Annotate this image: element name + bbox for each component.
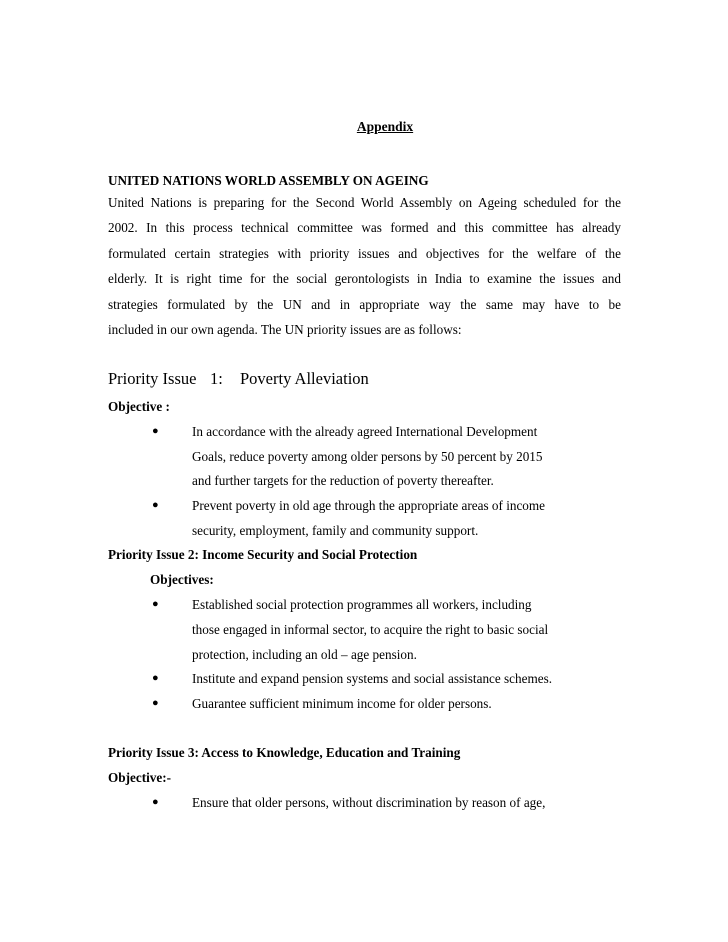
bullet-text: Guarantee sufficient minimum income for older persons. xyxy=(192,696,492,711)
intro-line: formulated certain strategies with priority issues and objectives for the welfare of the xyxy=(108,246,621,261)
bullet-icon: ● xyxy=(152,499,159,511)
bullet-icon: ● xyxy=(152,598,159,610)
section-heading: UNITED NATIONS WORLD ASSEMBLY ON AGEING xyxy=(108,173,429,188)
issue2-heading: Priority Issue 2: Income Security and Social Protection xyxy=(108,547,418,562)
issue1-number: 1: xyxy=(210,369,223,388)
bullet-text: In accordance with the already agreed International Development xyxy=(192,424,538,439)
bullet-text: security, employment, family and community support. xyxy=(192,523,479,538)
bullet-text: Prevent poverty in old age through the appropriate areas of income xyxy=(192,498,546,513)
issue3-heading: Priority Issue 3: Access to Knowledge, Education and Training xyxy=(108,745,461,760)
issue1-label: Priority Issue xyxy=(108,369,197,388)
bullet-text: Ensure that older persons, without discrimination by reason of age, xyxy=(192,795,546,810)
bullet-text: those engaged in informal sector, to acquire the right to basic social xyxy=(192,622,549,637)
bullet-text: Established social protection programmes all workers, including xyxy=(192,597,532,612)
bullet-text: Goals, reduce poverty among older persons by 50 percent by 2015 xyxy=(192,449,543,464)
intro-line: 2002. In this process technical committee was formed and this committee has already xyxy=(108,220,621,235)
intro-line: elderly. It is right time for the social gerontologists in India to examine the issues and xyxy=(108,271,621,286)
intro-line: included in our own agenda. The UN priority issues are as follows: xyxy=(108,322,462,337)
bullet-text: Institute and expand pension systems and social assistance schemes. xyxy=(192,671,553,686)
bullet-text: protection, including an old – age pension. xyxy=(192,647,417,662)
bullet-icon: ● xyxy=(152,425,159,437)
intro-line: strategies formulated by the UN and in appropriate way the same may have to be xyxy=(108,297,621,312)
issue2-objective-label: Objectives: xyxy=(150,572,214,587)
intro-line: United Nations is preparing for the Second World Assembly on Ageing scheduled for the xyxy=(108,195,621,210)
bullet-icon: ● xyxy=(152,796,159,808)
bullet-text: and further targets for the reduction of poverty thereafter. xyxy=(192,473,494,488)
page-title: Appendix xyxy=(356,119,414,134)
issue1-objective-label: Objective : xyxy=(108,399,170,414)
issue3-objective-label: Objective:- xyxy=(108,770,171,785)
bullet-icon: ● xyxy=(152,697,159,709)
issue1-name: Poverty Alleviation xyxy=(240,369,369,388)
bullet-icon: ● xyxy=(152,672,159,684)
